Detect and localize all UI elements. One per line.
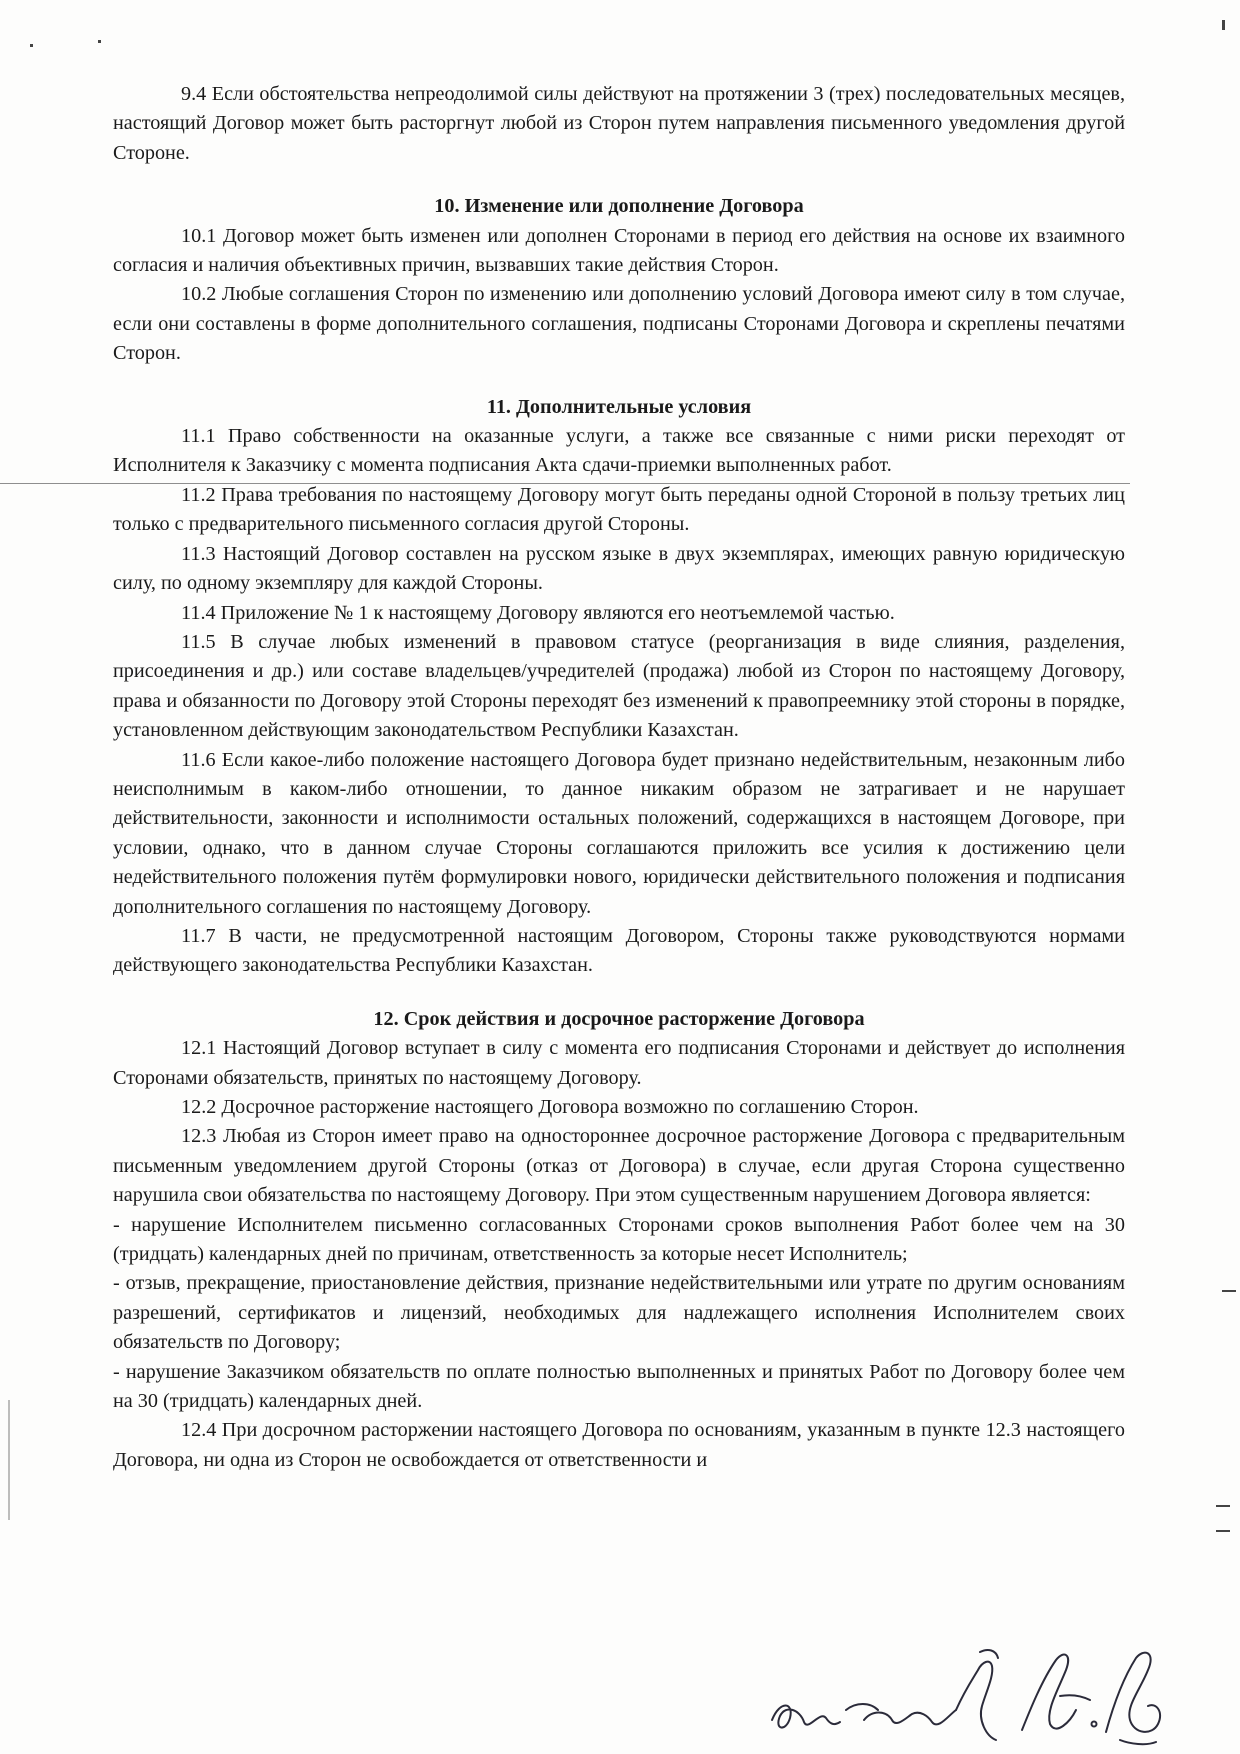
signature-stroke [846,1704,956,1724]
signature-dot [1092,1722,1097,1727]
clause-9-4: 9.4 Если обстоятельства непреодолимой силы действуют на протяжении 3 (трех) последовательных месяцев, настоящий Договор может быть расторгнут любой из Сторон путем направления письменного уведомления другой Стороне. [113,83,1125,164]
clause-11-6: 11.6 Если какое-либо положение настоящего Договора будет признано недействительным, незаконным либо неисполнимым в каком-либо отношении, то данное никаким образом не затрагивает и не нарушает действительности, законности и исполнимости остальных положений, содержащихся в настоящем Договоре, при условии, однако, что в данном случае Стороны соглашаются приложить все усилия к достижению цели недействительного положения путём формулировки нового, юридически действительного положения и подписания дополнительного соглашения по настоящему Договору. [113,748,1125,918]
clause-11-2: 11.2 Права требования по настоящему Договору могут быть переданы одной Стороной в пользу третьих лиц только с предварительного письменного согласия другой Стороны. [113,483,1125,536]
clause-10-1: 10.1 Договор может быть изменен или дополнен Сторонами в период его действия на основе их взаимного согласия и наличия объективных причин, вызвавших такие действия Сторон. [113,224,1125,277]
clause-11-1: 11.1 Право собственности на оказанные услуги, а также все связанные с ними риски переходят от Исполнителя к Заказчику с момента подписания Акта сдачи-приемки выполненных работ. [113,425,1125,477]
clause-11-7: 11.7 В части, не предусмотренной настоящим Договором, Стороны также руководствуются нормами действующего законодательства Республики Казахстан. [113,924,1125,977]
handwritten-signatures [760,1640,1180,1750]
signature-stroke [1022,1655,1076,1730]
section-11-heading: 11. Дополнительные условия [486,395,752,418]
clause-11-3: 11.3 Настоящий Договор составлен на русском языке в двух экземплярах, имеющих равную юридическую силу, по одному экземпляру для каждой Стороны. [113,542,1125,595]
scan-speck [1222,1290,1236,1292]
scan-speck [1216,1505,1230,1507]
clause-12-3: 12.3 Любая из Сторон имеет право на одностороннее досрочное расторжение Договора с предварительным письменным уведомлением другой Стороны (отказ от Договора) в случае, если другая Сторона существенно нарушила свои обязательства по настоящему Договору. При этом существенным нарушением Договора является: [113,1125,1125,1207]
clause-12-1: 12.1 Настоящий Договор вступает в силу с момента его подписания Сторонами и действует до исполнения Сторонами обязательств, принятых по настоящему Договору. [113,1037,1125,1089]
bullet-item: - отзыв, прекращение, приостановление действия, признание недействительными или утрате по другим основаниям разрешений, сертификатов и лицензий, необходимых для надлежащего исполнения Исполнителем своих обязательств по Договору; [113,1272,1125,1354]
signature-stroke [1120,1740,1156,1744]
signature-stroke [1060,1695,1090,1700]
signature-stroke [1106,1653,1160,1732]
signature-stroke [980,1650,998,1658]
document-body [113,80,1125,1475]
section-10-heading: 10. Изменение или дополнение Договора [434,195,804,218]
clause-11-5: 11.5 В случае любых изменений в правовом статусе (реорганизация в виде слияния, разделения, присоединения и др.) или составе владельцев/учредителей (продажа) любой из Сторон по настоящему Договору, права и обязанности по Договору этой Стороны переходят без изменений к правопреемнику этой стороны в порядке, установленном действующим законодательством Республики Казахстан. [113,630,1125,742]
section-12-heading: 12. Срок действия и досрочное расторжение Договора [373,1007,865,1030]
bullet-item: - нарушение Исполнителем письменно согласованных Сторонами сроков выполнения Работ более чем на 30 (тридцать) календарных дней по причинам, ответственность за которые несет Исполнитель; [113,1213,1125,1266]
clause-10-2: 10.2 Любые соглашения Сторон по изменению или дополнению условий Договора имеют силу в том случае, если они составлены в форме дополнительного соглашения, подписаны Сторонами Договора и скреплены печатями Сторон. [113,283,1125,365]
clause-12-2: 12.2 Досрочное расторжение настоящего Договора возможно по соглашению Сторон. [181,1096,919,1118]
scan-speck [1216,1530,1230,1532]
scan-speck [8,1400,10,1520]
scan-speck [1222,20,1225,30]
signature-stroke [772,1706,840,1728]
bullet-item: - нарушение Заказчиком обязательств по оплате полностью выполненных и принятых Работ по Договору более чем на 30 (тридцать) календарных дней. [113,1360,1125,1413]
clause-11-4: 11.4 Приложение № 1 к настоящему Договору являются его неотъемлемой частью. [181,601,895,624]
scan-speck [30,44,33,47]
clause-12-4: 12.4 При досрочном расторжении настоящего Договора по основаниям, указанным в пункте 12.3 настоящего Договора, ни одна из Сторон не освобождается от ответственности и [113,1419,1125,1471]
scan-speck [98,40,101,43]
signature-stroke [956,1662,996,1740]
